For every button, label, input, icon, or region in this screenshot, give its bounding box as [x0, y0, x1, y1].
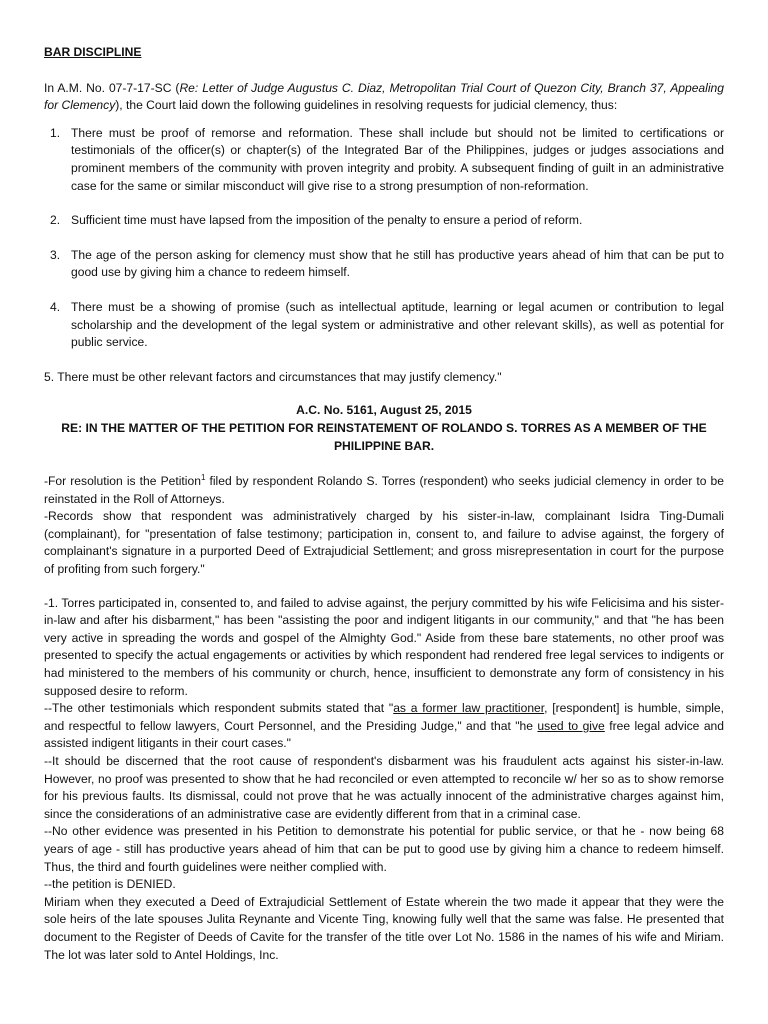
body-text: --The other testimonials which respondent submits stated that ": [44, 701, 394, 716]
body-paragraph-petition: [44, 473, 724, 508]
guideline-item: [44, 299, 724, 352]
body-text: filed by respondent Rolando S. Torres (respondent) who seeks judicial clemency in order to be reinstated in the Roll of Attorneys.: [44, 474, 724, 506]
body-paragraph-root-cause: --It should be discerned that the root cause of respondent's disbarment was his fraudulent acts against his sister-in-law. However, no proof was presented to show that he had reconciled or even attempted to reconcile w/ her so as to show remorse for his previous faults. Its dismissal, could not prove that he was actually innocent of the administrative charges against him, since the considerations of an administrative case are evidently different from that in a criminal case.: [44, 754, 724, 821]
guideline-item: [44, 125, 724, 195]
guideline-item: [44, 247, 724, 282]
guideline-5: 5. There must be other relevant factors and circumstances that may justify clemency.": [44, 369, 502, 384]
footnote-marker: 1: [200, 473, 206, 483]
intro-paragraph: [44, 80, 724, 115]
case-number: A.C. No. 5161, August 25, 2015: [296, 403, 472, 418]
underlined-phrase: used to give: [537, 718, 605, 733]
body-paragraph-miriam: Miriam when they executed a Deed of Extrajudicial Settlement of Estate wherein the two made it appear that they were the sole heirs of the late spouses Julita Reynante and Vicente Ting, knowing fully well that the same was false. He presented that document to the Register of Deeds of Cavite for the transfer of the title over Lot No. 1586 in the names of his wife and Miriam. The lot was later sold to Antel Holdings, Inc.: [44, 894, 724, 962]
document-page: [44, 44, 724, 964]
body-text: free legal advice and assisted indigent litigants in their court cases.": [44, 718, 725, 751]
guideline-number: 3.: [50, 247, 61, 262]
guideline-text: The age of the person asking for clemency must show that he still has productive years ahead of him that can be put to good use by giving him a chance to redeem himself.: [71, 247, 724, 280]
body-text: , [respondent] is humble, simple, and respectful to fellow lawyers, Court Personnel, and the Presiding Judge," and that "he: [44, 701, 724, 733]
body-paragraph-records: -Records show that respondent was administratively charged by his sister-in-law, complainant Isidra Ting-Dumali (complainant), for "presentation of false testimony; participation in, consent to, and failure to advise against, the forgery of complainant's signature in a purported Deed of Extrajudicial Settlement; and gross misrepresentation in court for the purpose of profiting from such forgery.": [44, 509, 724, 577]
body-paragraph-participation: -1. Torres participated in, consented to, and failed to advise against, the perjury committed by his wife Felicisima and his sister-in-law and after his disbarment," has been "assisting the poor and indigent litigants in our community," and that "he has been very active in spreading the words and gospel of the Almighty God." Aside from these bare statements, no other proof was presented to specify the actual engagements or activities by which respondent had rendered free legal services to indigents or had ministered to the members of his community or church, hence, insufficient to demonstrate any form of consistency in his supposed desire to reform.: [44, 595, 724, 698]
guideline-number: 4.: [50, 299, 61, 314]
guideline-number: 2.: [50, 213, 61, 228]
intro-case-title: Re: Letter of Judge Augustus C. Diaz, Metropolitan Trial Court of Quezon City, Branch 37, Appealing for Clemency: [44, 80, 724, 113]
underlined-phrase: as a former law practitioner: [393, 701, 545, 716]
section-heading: BAR DISCIPLINE: [44, 45, 142, 59]
guidelines-list: [44, 125, 724, 352]
guideline-number: 1.: [50, 125, 61, 140]
intro-text-pre: In A.M. No. 07-7-17-SC (: [44, 80, 180, 95]
body-paragraph-testimonials: [44, 700, 724, 753]
case-title: RE: IN THE MATTER OF THE PETITION FOR REINSTATEMENT OF ROLANDO S. TORRES AS A MEMBER OF THE PHILIPPINE BAR.: [61, 420, 707, 453]
body-text: -For resolution is the Petition: [44, 474, 201, 489]
guideline-text: Sufficient time must have lapsed from the imposition of the penalty to ensure a period of reform.: [71, 213, 583, 228]
body-paragraph-no-evidence: --No other evidence was presented in his Petition to demonstrate his potential for public service, or that he - now being 68 years of age - still has productive years ahead of him that can be put to good use by giving him a chance to redeem himself. Thus, the third and fourth guidelines were neither complied with.: [44, 824, 724, 874]
guideline-text: There must be a showing of promise (such as intellectual aptitude, learning or legal acumen or contribution to legal scholarship and the development of the legal system or administrative and other relevant skills), as well as potential for public service.: [71, 299, 724, 350]
body-paragraph-ruling: --the petition is DENIED.: [44, 877, 176, 892]
guideline-item: [44, 212, 724, 230]
guideline-text: There must be proof of remorse and reformation. These shall include but should not be limited to certifications or testimonials of the officer(s) or chapter(s) of the Integrated Bar of the Philippines, judges or judges associations and prominent members of the community with proven integrity and probity. A subsequent finding of guilt in an administrative case for the same or similar misconduct will give rise to a strong presumption of non-reformation.: [71, 125, 724, 193]
intro-text-post: ), the Court laid down the following guidelines in resolving requests for judicial clemency, thus:: [115, 98, 618, 113]
